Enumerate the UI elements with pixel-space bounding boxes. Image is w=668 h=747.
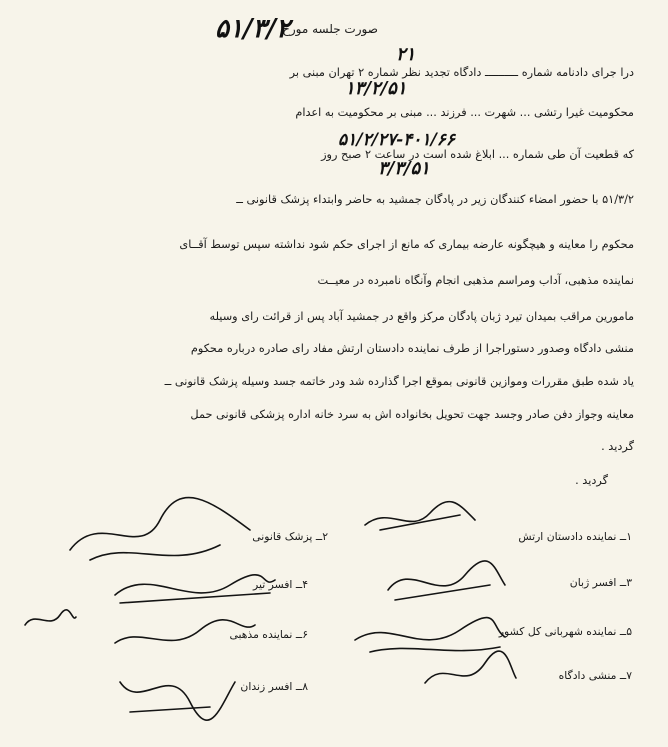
signatory-label-7: ۷ــ منشی دادگاه	[558, 669, 632, 682]
body-line-2: محکومیت غیرا رتشی ... شهرت ... فرزند ... مبنی بر محکومیت به اعدام	[295, 106, 634, 119]
signatory-label-8: ۸ــ افسر زندان	[240, 680, 308, 693]
body-line-1: درا جرای دادنامه شماره ــــــــــ دادگاه تجدید نظر شماره ۲ تهران مبنی بر	[289, 66, 634, 79]
body-line-8: منشی دادگاه وصدور دستوراجرا از طرف نماینده دادستان ارتش مفاد رای صادره درباره محکوم	[190, 342, 634, 355]
notice-number-handwritten: ۵۱/۲/۲۷-۴۰۱/۶۶	[338, 130, 455, 150]
stamp-mark	[20, 605, 80, 635]
signatory-label-6: ۶ــ نماینده مذهبی	[229, 628, 308, 641]
title-date-handwritten: ۵۱/۳/۲	[215, 14, 290, 44]
signatory-label-2: ۲ــ پزشک قانونی	[252, 530, 328, 543]
signature-2	[60, 490, 260, 570]
body-line-9: یاد شده طبق مقررات وموازین قانونی بموقع اجرا گذارده شد ودر خاتمه جسد وسیله پزشک قانونی ــ	[164, 375, 634, 388]
body-line-11: گردید .	[601, 440, 634, 453]
signature-6	[110, 615, 260, 660]
body-line-10: معاینه وجواز دفن صادر وجسد جهت تحویل بخانواده اش به سرد خانه اداره پزشکی قانونی حمل	[190, 408, 634, 421]
signatory-label-3: ۳ــ افسر ژبان	[569, 576, 632, 589]
signature-8	[110, 662, 240, 722]
signature-7	[420, 648, 520, 698]
signature-1	[360, 495, 480, 545]
body-line-4: ۵۱/۳/۲ با حضور امضاء کنندگان زیر در پادگان جمشید به حاضر وابتداء پزشک قانونی ــ	[236, 193, 634, 206]
body-line-5: محکوم را معاینه و هیچگونه عارضه بیماری که مانع از اجرای حکم شود نداشته سپس توسط آقــای	[179, 238, 634, 251]
signatory-label-4: ۴ــ افسر تیر	[253, 578, 308, 591]
signature-3	[380, 555, 510, 610]
signature-4	[110, 565, 280, 615]
signatory-label-1: ۱ــ نماینده دادستان ارتش	[518, 530, 632, 543]
case-number-handwritten: ۲۱	[396, 44, 416, 65]
notice-date-handwritten: ۳/۳/۵۱	[378, 158, 430, 179]
body-line-7: مامورین مراقب بمیدان تیرد ژبان پادگان مرکز واقع در جمشید آباد پس از قرائت رای وسیله	[209, 310, 634, 323]
body-line-3: که قطعیت آن طی شماره ... ابلاغ شده است در ساعت ۲ صبح روز	[321, 148, 634, 161]
signatory-label-5: ۵ــ نماینده شهربانی کل کشور	[498, 625, 632, 638]
body-line-6: نماینده مذهبی، آداب ومراسم مذهبی انجام وآنگاه نامبرده در معیــت	[317, 274, 634, 287]
body-line-12: گردید .	[575, 474, 608, 487]
title-text: صورت جلسه مورخ	[282, 22, 378, 36]
case-date-handwritten: ۱۳/۲/۵۱	[345, 78, 407, 99]
